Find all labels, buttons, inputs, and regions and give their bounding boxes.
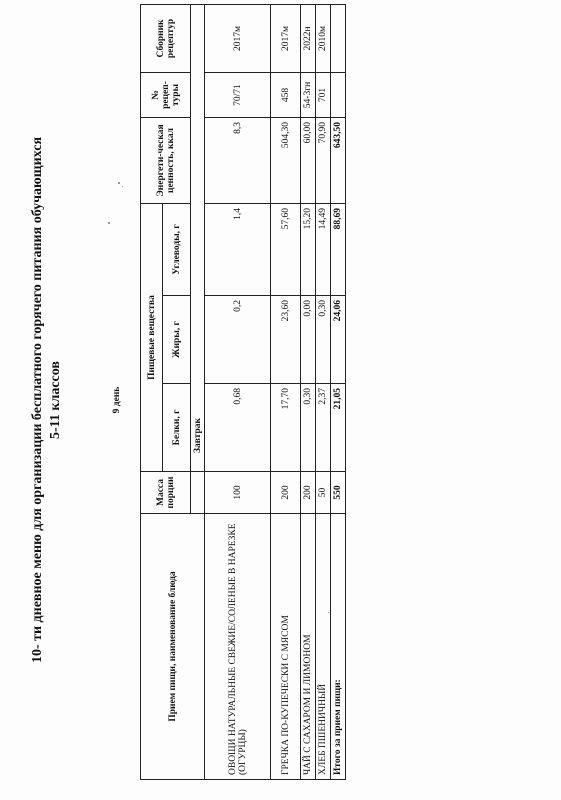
dish-name: ГРЕЧКА ПО-КУПЕЧЕСКИ С МЯСОМ: [271, 514, 301, 780]
collection-cell: 2017м: [205, 5, 271, 73]
mass-cell: 50: [316, 472, 331, 514]
total-carbs: 88,69: [331, 204, 346, 296]
header-energy: Энергети-ческая ценность, ккал: [141, 118, 191, 204]
header-carbs: Углеводы, г: [163, 204, 191, 296]
carbs-cell: 14,49: [316, 204, 331, 296]
carbs-cell: 1,4: [205, 204, 271, 296]
total-protein: 21,05: [331, 384, 346, 472]
collection-cell: 2010м: [316, 5, 331, 73]
header-recipe: № рецеп-туры: [141, 73, 191, 118]
protein-cell: 2,37: [316, 384, 331, 472]
recipe-cell: 54-3гн: [301, 73, 316, 118]
fat-cell: 0,30: [316, 296, 331, 384]
carbs-cell: 57,60: [271, 204, 301, 296]
dish-name: ХЛЕБ ПШЕНИЧНЫЙ: [316, 514, 331, 780]
blank-cell: [191, 472, 205, 514]
mass-cell: 100: [205, 472, 271, 514]
energy-cell: 8,3: [205, 118, 271, 204]
recipe-cell: 70/71: [205, 73, 271, 118]
mass-cell: 200: [301, 472, 316, 514]
document-subtitle: 5-11 классов: [48, 361, 63, 439]
total-row: [331, 5, 346, 780]
total-mass: 550: [331, 472, 346, 514]
dish-name: ЧАЙ С САХАРОМ И ЛИМОНОМ: [301, 514, 316, 780]
table-row: [271, 5, 301, 780]
header-dish: Прием пищи, наименование блюда: [141, 514, 205, 780]
menu-table: [140, 4, 346, 780]
blank-cell: [331, 73, 346, 118]
fat-cell: 0,00: [301, 296, 316, 384]
protein-cell: 17,70: [271, 384, 301, 472]
total-label: Итого за прием пищи:: [331, 514, 346, 780]
document-title: 10- ти дневное меню для организации бесплатного горячего питания обучающихся: [30, 136, 45, 664]
collection-cell: 2017м: [271, 5, 301, 73]
mass-cell: 200: [271, 472, 301, 514]
energy-cell: 60,00: [301, 118, 316, 204]
blank-cell: [331, 5, 346, 73]
header-collection: Сборник рецептур: [141, 5, 191, 73]
header-mass: Масса порции: [141, 472, 191, 514]
carbs-cell: 15,20: [301, 204, 316, 296]
section-breakfast: Завтрак: [191, 5, 205, 472]
energy-cell: 504,30: [271, 118, 301, 204]
collection-cell: 2022н: [301, 5, 316, 73]
table-row: [301, 5, 316, 780]
fat-cell: 23,60: [271, 296, 301, 384]
table-row: [205, 5, 271, 780]
total-energy: 643,50: [331, 118, 346, 204]
table-row: [316, 5, 331, 780]
day-label: 9 день: [112, 386, 122, 414]
total-fat: 24,06: [331, 296, 346, 384]
header-nutrients: Пищевые вещества: [141, 204, 163, 472]
dish-name: ОВОЩИ НАТУРАЛЬНЫЕ СВЕЖИЕ/СОЛЕНЫЕ В НАРЕЗКЕ (ОГУРЦЫ): [205, 514, 271, 780]
header-protein: Белки, г: [163, 384, 191, 472]
header-fat: Жиры, г: [163, 296, 191, 384]
protein-cell: 0,68: [205, 384, 271, 472]
protein-cell: 0,30: [301, 384, 316, 472]
recipe-cell: 701: [316, 73, 331, 118]
recipe-cell: 458: [271, 73, 301, 118]
energy-cell: 70,90: [316, 118, 331, 204]
fat-cell: 0,2: [205, 296, 271, 384]
